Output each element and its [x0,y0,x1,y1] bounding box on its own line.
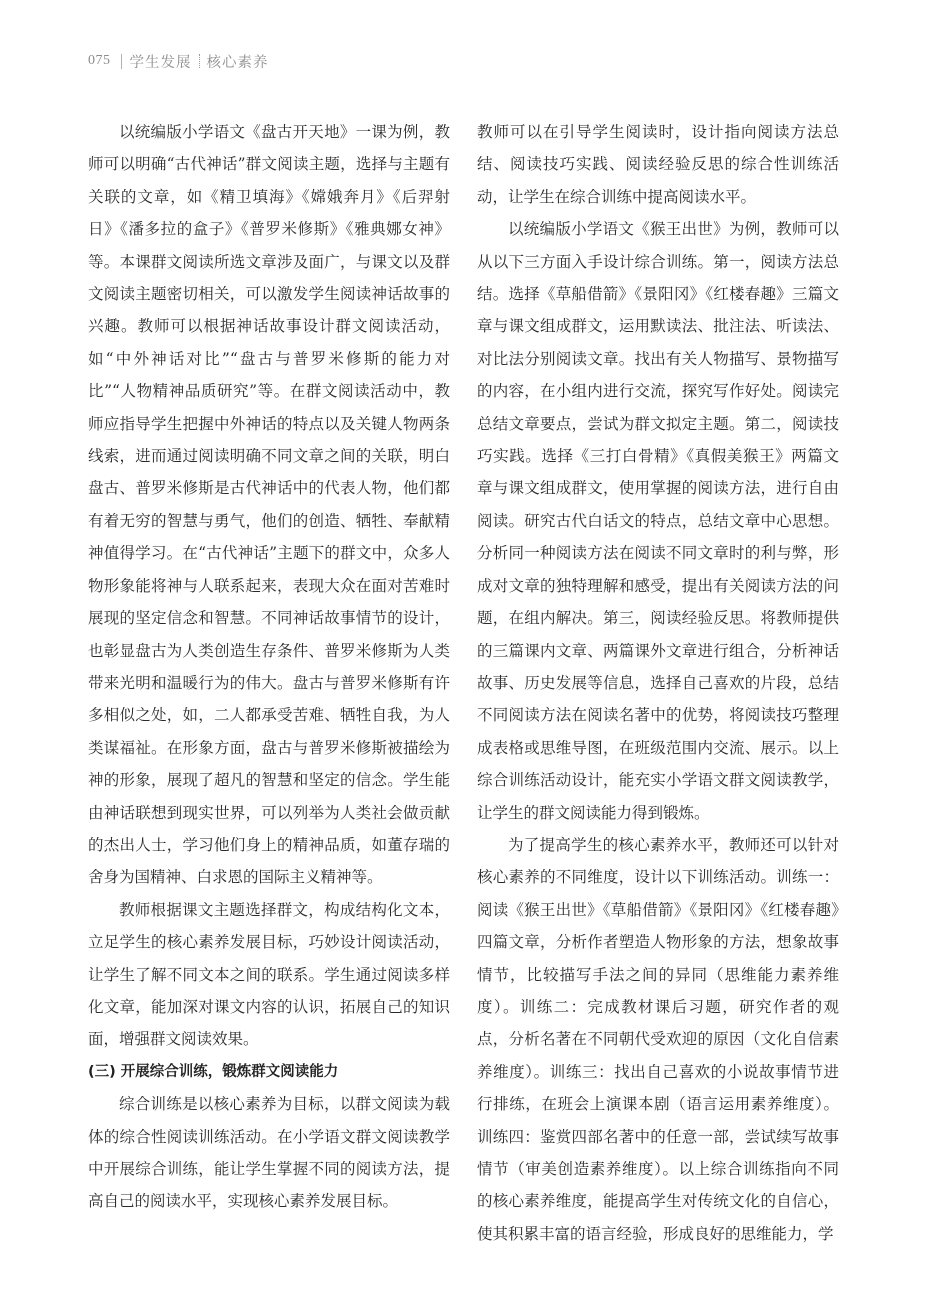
page-number: 075 [88,53,111,68]
section-heading: (三) 开展综合训练，锻炼群文阅读能力 [88,1063,339,1080]
paragraph: 教师根据课文主题选择群文，构成结构化文本，立足学生的核心素养发展目标，巧妙设计阅读活动，让学生了解不同文本之间的联系。学生通过阅读多样化文章，能加深对课文内容的认识，拓展自己的知识面，增强群文阅读效果。 [88,900,450,1049]
header-section: 学生发展 [129,54,192,71]
header-divider [121,54,122,69]
header-dotted-divider [199,54,200,68]
paragraph-continued: 教师可以在引导学生阅读时，设计指向阅读方法总结、阅读技巧实践、阅读经验反思的综合性训练活动，让学生在综合训练中提高阅读水平。 [477,123,839,206]
header-subsection: 核心素养 [206,54,269,71]
paragraph: 综合训练是以核心素养为目标，以群文阅读为载体的综合性阅读训练活动。在小学语文群文阅读教学中开展综合训练，能让学生掌握不同的阅读方法，提高自己的阅读水平，实现核心素养发展目标。 [88,1095,450,1211]
paragraph: 以统编版小学语文《盘古开天地》一课为例，教师可以明确“古代神话”群文阅读主题，选择与主题有关联的文章，如《精卫填海》《嫦娥奔月》《后羿射日》《潘多拉的盒子》《普罗米修斯》《雅典娜女神》等。本课群文阅读所选文章涉及面广，与课文以及群文阅读主题密切相关，可以激发学生阅读神话故事的兴趣。教师可以根据神话故事设计群文阅读活动，如“中外神话对比”“盘古与普罗米修斯的能力对比”“人物精神品质研究”等。在群文阅读活动中，教师应指导学生把握中外神话的特点以及关键人物两条线索，进而通过阅读明确不同文章之间的关联，明白盘古、普罗米修斯是古代神话中的代表人物，他们都有着无穷的智慧与勇气，他们的创造、牺牲、奉献精神值得学习。在“古代神话”主题下的群文中，众多人物形象能将神与人联系起来，表现大众在面对苦难时展现的坚定信念和智慧。不同神话故事情节的设计，也彰显盘古为人类创造生存条件、普罗米修斯为人类带来光明和温暖行为的伟大。盘古与普罗米修斯有许多相似之处，如，二人都承受苦难、牺牲自我，为人类谋福祉。在形象方面，盘古与普罗米修斯被描绘为神的形象，展现了超凡的智慧和坚定的信念。学生能由神话联想到现实世界，可以列举为人类社会做贡献的杰出人士，学习他们身上的精神品质，如董存瑞的舍身为国精神、白求恩的国际主义精神等。 [88,123,450,887]
paragraph: 以统编版小学语文《猴王出世》为例，教师可以从以下三方面入手设计综合训练。第一，阅读方法总结。选择《草船借箭》《景阳冈》《红楼春趣》三篇文章与课文组成群文，运用默读法、批注法、听读法、对比法分别阅读文章。找出有关人物描写、景物描写的内容，在小组内进行交流，探究写作好处。阅读完总结文章要点，尝试为群文拟定主题。第二，阅读技巧实践。选择《三打白骨精》《真假美猴王》两篇文章与课文组成群文，使用掌握的阅读方法，进行自由阅读。研究古代白话文的特点，总结文章中心思想。分析同一种阅读方法在阅读不同文章时的利与弊，形成对文章的独特理解和感受，提出有关阅读方法的问题，在组内解决。第三，阅读经验反思。将教师提供的三篇课内文章、两篇课外文章进行组合，分析神话故事、历史发展等信息，选择自己喜欢的片段，总结不同阅读方法在阅读名著中的优势，将阅读技巧整理成表格或思维导图，在班级范围内交流、展示。以上综合训练活动设计，能充实小学语文群文阅读教学，让学生的群文阅读能力得到锻炼。 [477,220,839,822]
running-header [88,50,269,72]
right-column [477,116,839,1250]
left-column [88,116,450,1218]
paragraph: 为了提高学生的核心素养水平，教师还可以针对核心素养的不同维度，设计以下训练活动。训练一：阅读《猴王出世》《草船借箭》《景阳冈》《红楼春趣》四篇文章，分析作者塑造人物形象的方法，想象故事情节，比较描写手法之间的异同（思维能力素养维度）。训练二：完成教材课后习题，研究作者的观点，分析名著在不同朝代受欢迎的原因（文化自信素养维度）。训练三：找出自己喜欢的小说故事情节进行排练，在班会上演课本剧（语言运用素养维度）。训练四：鉴赏四部名著中的任意一部，尝试续写故事情节（审美创造素养维度）。以上综合训练指向不同的核心素养维度，能提高学生对传统文化的自信心，使其积累丰富的语言经验，形成良好的思维能力，学 [477,835,839,1243]
